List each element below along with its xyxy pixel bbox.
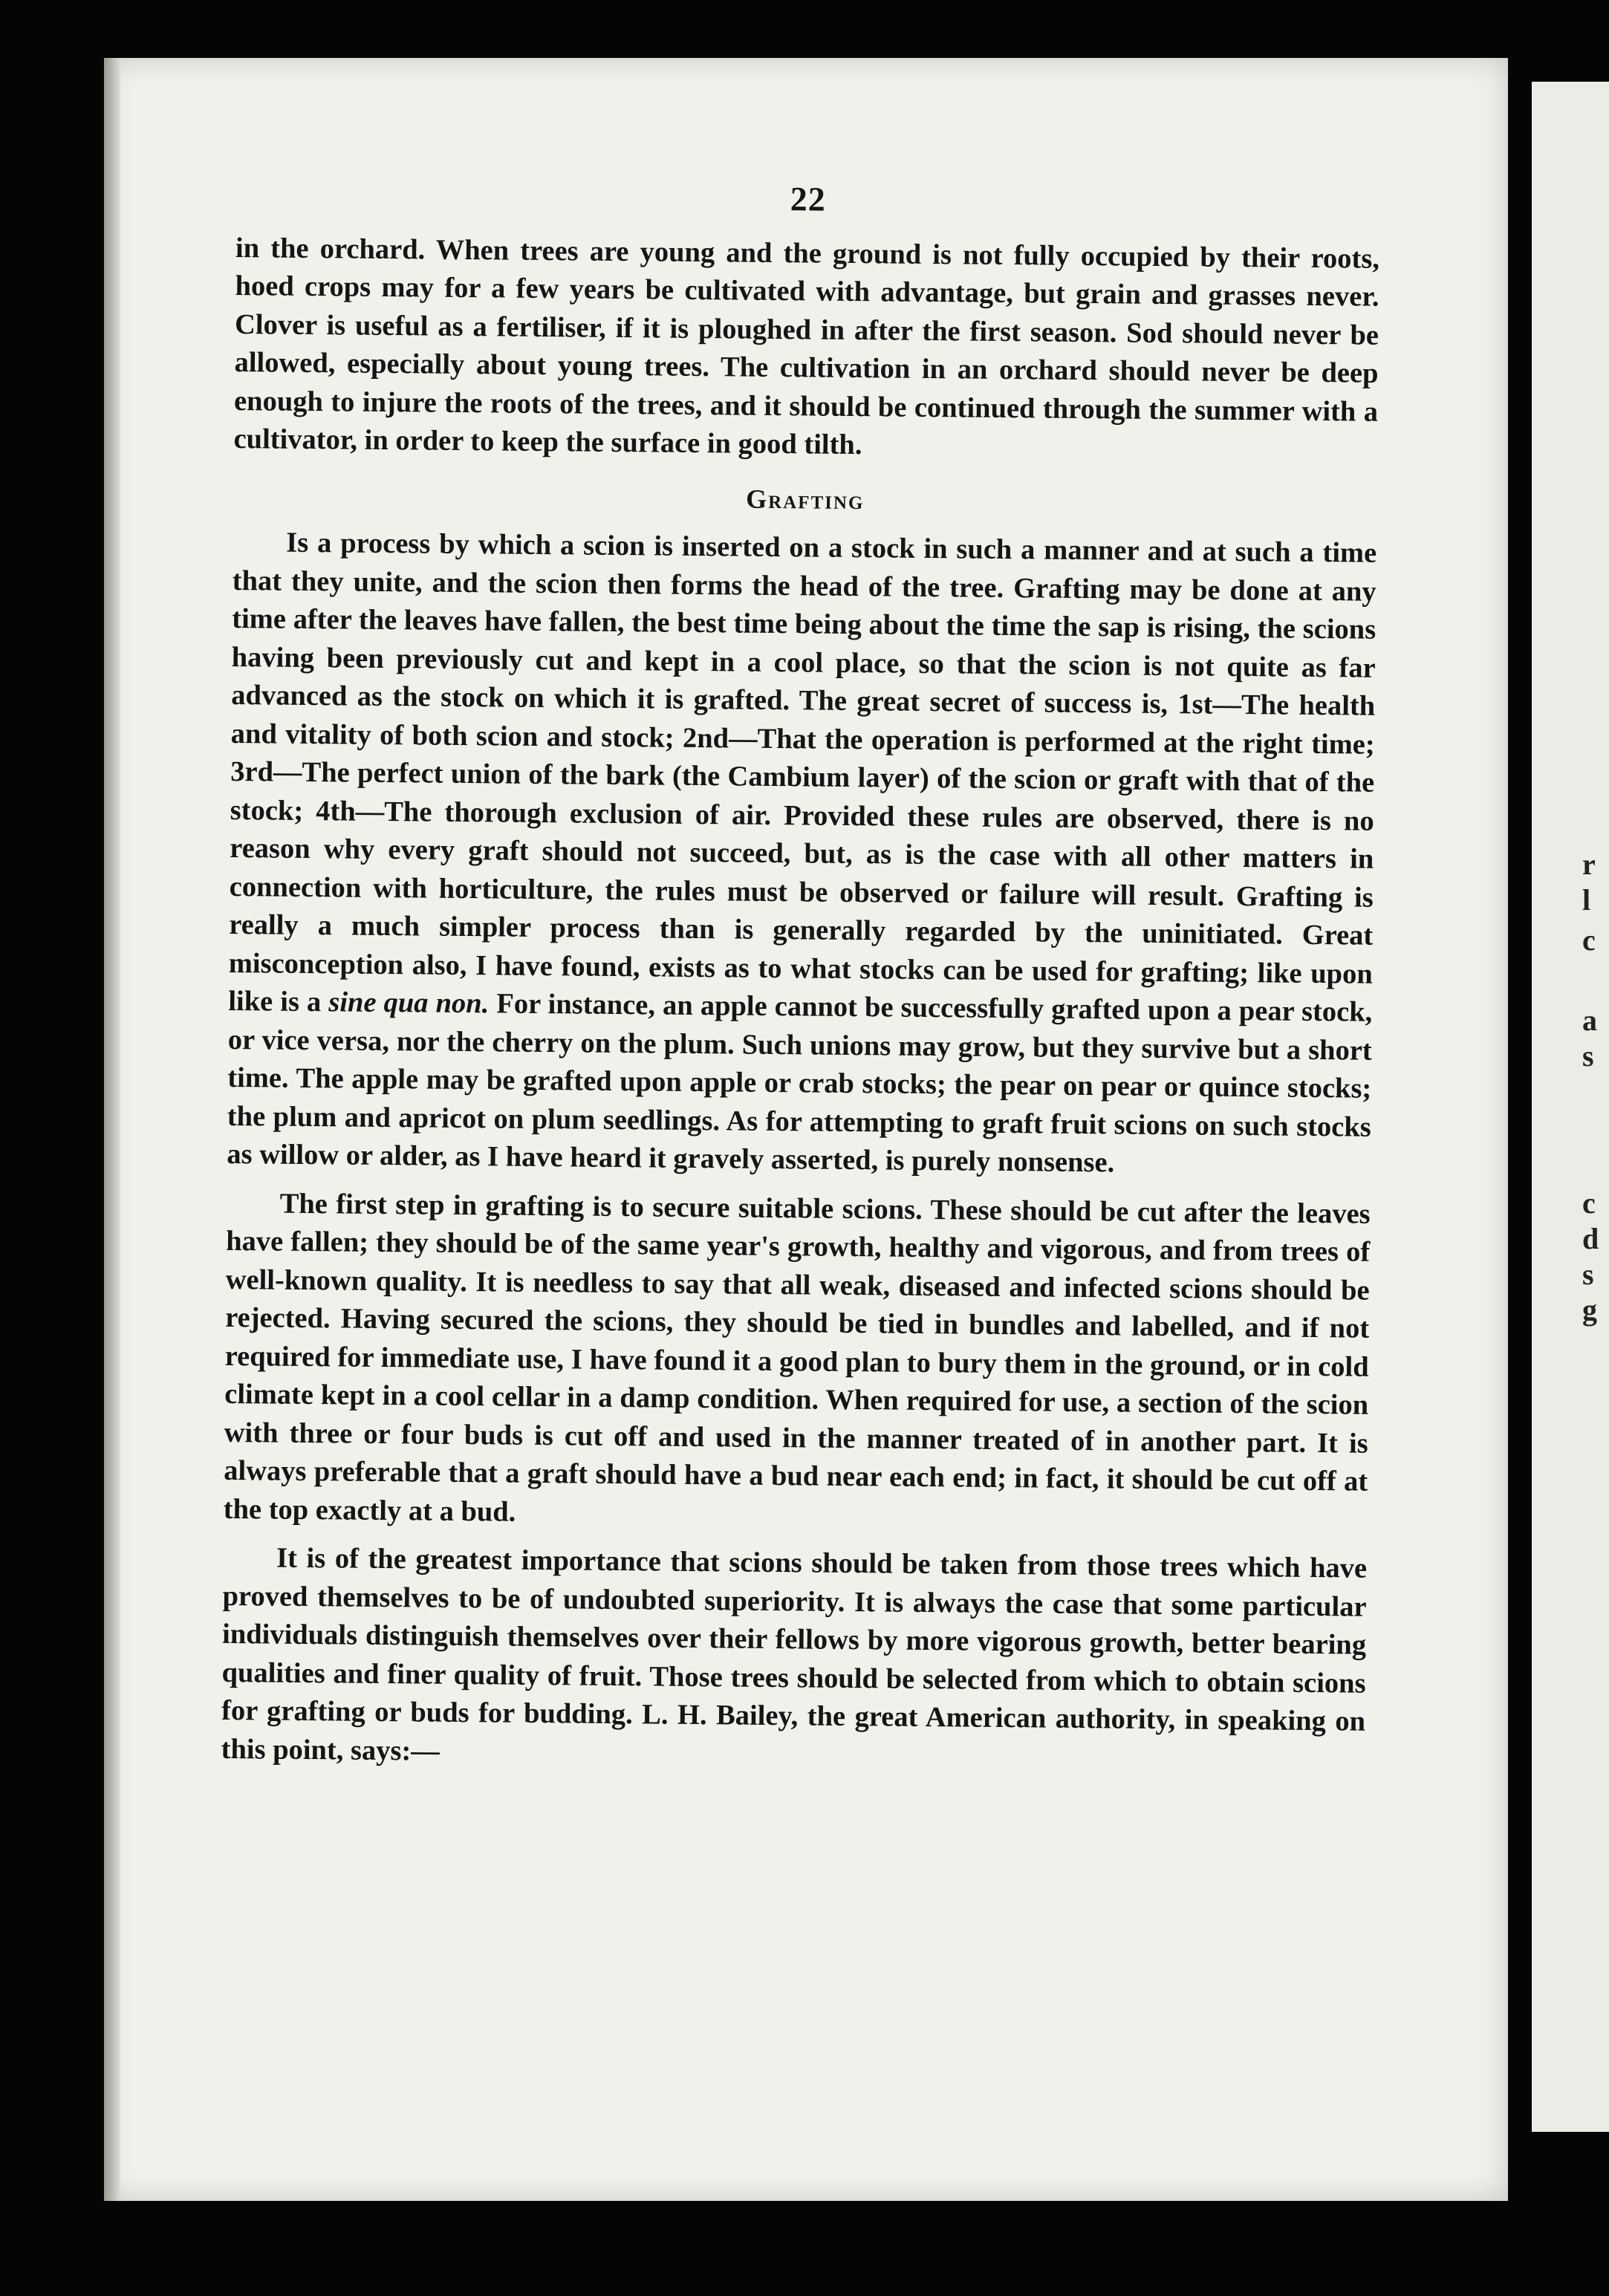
- page-number: 22: [790, 180, 826, 218]
- paragraph-text: Is a process by which a scion is inserted on a stock in such a manner and at such a time that they unite, and the scion then forms the head of the tree. Grafting may be done at any time after the leaves have fallen, the best time being about the time the sap is rising, the scions having been previously cut and kept in a cool place, so that the scion is not quite as far advanced as the stock on which it is grafted. The great secret of success is, 1st—The health and vitality of both scion and stock; 2nd—That the operation is performed at the right time; 3rd—The perfect union of the bark (the Cambium layer) of the scion or graft with that of the stock; 4th—The thorough exclusion of air. Provided these rules are observed, there is no reason why every graft should not succeed, but, as is the case with all other matters in connection with horticulture, the rules must be observed or failure will result. Grafting is really a much simpler process than is generally regarded by the uninitiated. Great misconception also, I have found, exists as to what stocks can be used for grafting; like upon like is a: [228, 527, 1377, 1018]
- section-heading: Grafting: [745, 484, 865, 515]
- facing-letter: g: [1582, 1293, 1597, 1327]
- facing-letter: a: [1582, 1004, 1597, 1037]
- paragraph-scions: The first step in grafting is to secure suitable scions. These should be cut after the leaves have fallen; they should be of the same year's growth, healthy and vigorous, and from trees of well-known quality. It is needless to say that all weak, diseased and infected scions should be rejected. Having secured the scions, they should be tied in bundles and labelled, and if not required for immediate use, I have found it a good plan to bury them in the ground, or in cold climate kept in a cool cellar in a damp condition. When required for use, a section of the scion with three or four buds is cut off and used in the manner treated of in another part. It is always preferable that a graft should have a bud near each end; in fact, it should be cut off at the top exactly at a bud.: [223, 1188, 1371, 1528]
- italic-phrase: sine qua non.: [328, 986, 490, 1020]
- facing-letter: d: [1582, 1222, 1599, 1255]
- facing-letter: s: [1582, 1039, 1594, 1073]
- paragraph-selection: It is of the greatest importance that scions should be taken from those trees which have proved themselves to be of undoubted superiority. It is always the case that some particular individuals distinguish themselves over their fellows by more vigorous growth, better bearing qualities and finer quality of fruit. Those trees should be selected from which to obtain scions for grafting or buds for budding. L. H. Bailey, the great American authority, in speaking on this point, says:—: [221, 1542, 1368, 1767]
- intro-paragraph: in the orchard. When trees are young and the ground is not fully occupied by their roots, hoed crops may for a few years be cultivated with advantage, but grain and grasses never. Clover is useful as a fertiliser, if it is ploughed in after the first season. Sod should never be allowed, especially about young trees. The cultivation in an orchard should never be deep enough to injure the roots of the trees, and it should be continued through the summer with a cultivator, in order to keep the surface in good tilth.: [233, 232, 1380, 461]
- facing-letter: l: [1582, 883, 1591, 917]
- paragraph-grafting-definition: [227, 524, 1376, 1185]
- page-binding-edge: [104, 58, 120, 2201]
- page-text-block: [221, 175, 1380, 1780]
- paragraph-text: For instance, an apple cannot be successfully grafted upon a pear stock, or vice versa, nor the cherry on the plum. Such unions may grow, but they survive but a short time. The apple may be grafted upon apple or crab stocks; the pear on pear or quince stocks; the plum and apricot on plum seedlings. As for attempting to graft fruit scions on such stocks as willow or alder, as I have heard it gravely asserted, is purely nonsense.: [227, 988, 1373, 1179]
- facing-letter: r: [1582, 848, 1596, 881]
- facing-letter: c: [1582, 923, 1596, 957]
- facing-letter: s: [1582, 1258, 1594, 1291]
- facing-page-letters: [1582, 847, 1609, 1328]
- facing-letter: c: [1582, 1186, 1596, 1220]
